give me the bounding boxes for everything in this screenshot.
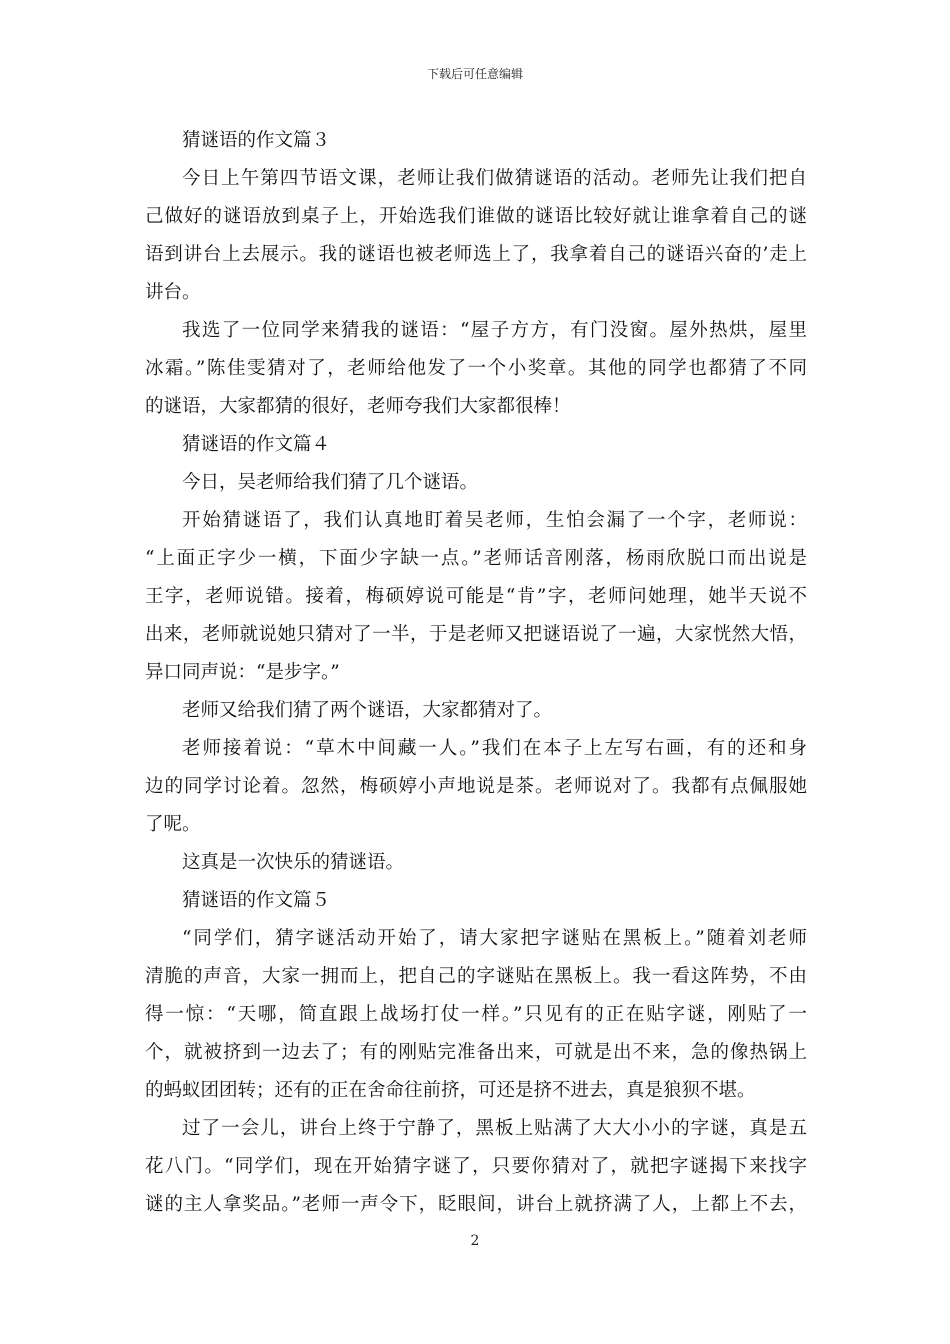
text-line: 过了一会儿，讲台上终于宁静了，黑板上贴满了大大小小的字谜，真是五 [182,1118,807,1139]
page-number: 2 [470,1233,480,1249]
text-line: 了呢。 [145,814,201,835]
text-line: 猜谜语的作文篇３ [182,130,331,151]
text-line: 猜谜语的作文篇５ [182,890,331,911]
text-line: 的谜语，大家都猜的很好，老师夸我们大家都很棒！ [145,396,571,417]
text-line: 出来，老师就说她只猜对了一半，于是老师又把谜语说了一遍，大家恍然大悟， [145,624,807,645]
text-line: 王字，老师说错。接着，梅硕婷说可能是“肯”字，老师问她理，她半天说不 [145,586,807,607]
page-header: 下载后可任意编辑 [426,67,523,81]
text-line: 谜的主人拿奖品。”老师一声令下，眨眼间，讲台上就挤满了人，上都上不去， [145,1194,807,1215]
text-line: 异口同声说：“是步字。” [145,662,340,683]
text-line: 个，就被挤到一边去了；有的刚贴完准备出来，可就是出不来，急的像热锅上 [145,1042,807,1063]
text-line: 讲台。 [145,282,201,303]
text-line: 语到讲台上去展示。我的谜语也被老师选上了，我拿着自己的谜语兴奋的’走上 [145,244,807,265]
document-body [145,122,807,1224]
text-line: 花八门。“同学们，现在开始猜字谜了，只要你猜对了，就把字谜揭下来找字 [145,1156,807,1177]
text-line: 冰霜。”陈佳雯猜对了，老师给他发了一个小奖章。其他的同学也都猜了不同 [145,358,807,379]
text-line: 得一惊：“天哪，简直跟上战场打仗一样。”只见有的正在贴字谜，刚贴了一 [145,1004,807,1025]
text-line: 边的同学讨论着。忽然，梅硕婷小声地说是茶。老师说对了。我都有点佩服她 [145,776,807,797]
text-line: 我选了一位同学来猜我的谜语：“屋子方方，有门没窗。屋外热烘，屋里 [182,320,807,341]
text-line: 这真是一次快乐的猜谜语。 [182,852,405,873]
text-line: 老师接着说：“草木中间藏一人。”我们在本子上左写右画，有的还和身 [182,738,807,759]
text-line: 猜谜语的作文篇４ [182,434,331,455]
text-line: 己做好的谜语放到桌子上，开始选我们谁做的谜语比较好就让谁拿着自己的谜 [145,206,807,227]
text-line: “上面正字少一横，下面少字缺一点。”老师话音刚落，杨雨欣脱口而出说是 [145,548,807,569]
text-line: “同学们，猜字谜活动开始了，请大家把字谜贴在黑板上。”随着刘老师 [182,928,807,949]
text-line: 老师又给我们猜了两个谜语，大家都猜对了。 [182,700,553,721]
text-line: 清脆的声音，大家一拥而上，把自己的字谜贴在黑板上。我一看这阵势，不由 [145,966,807,987]
text-line: 今日，吴老师给我们猜了几个谜语。 [182,472,479,493]
text-line: 开始猜谜语了，我们认真地盯着吴老师，生怕会漏了一个字，老师说： [182,510,807,531]
text-line: 今日上午第四节语文课，老师让我们做猜谜语的活动。老师先让我们把自 [182,168,807,189]
text-line: 的蚂蚁团团转；还有的正在舍命往前挤，可还是挤不进去，真是狼狈不堪。 [145,1080,756,1101]
